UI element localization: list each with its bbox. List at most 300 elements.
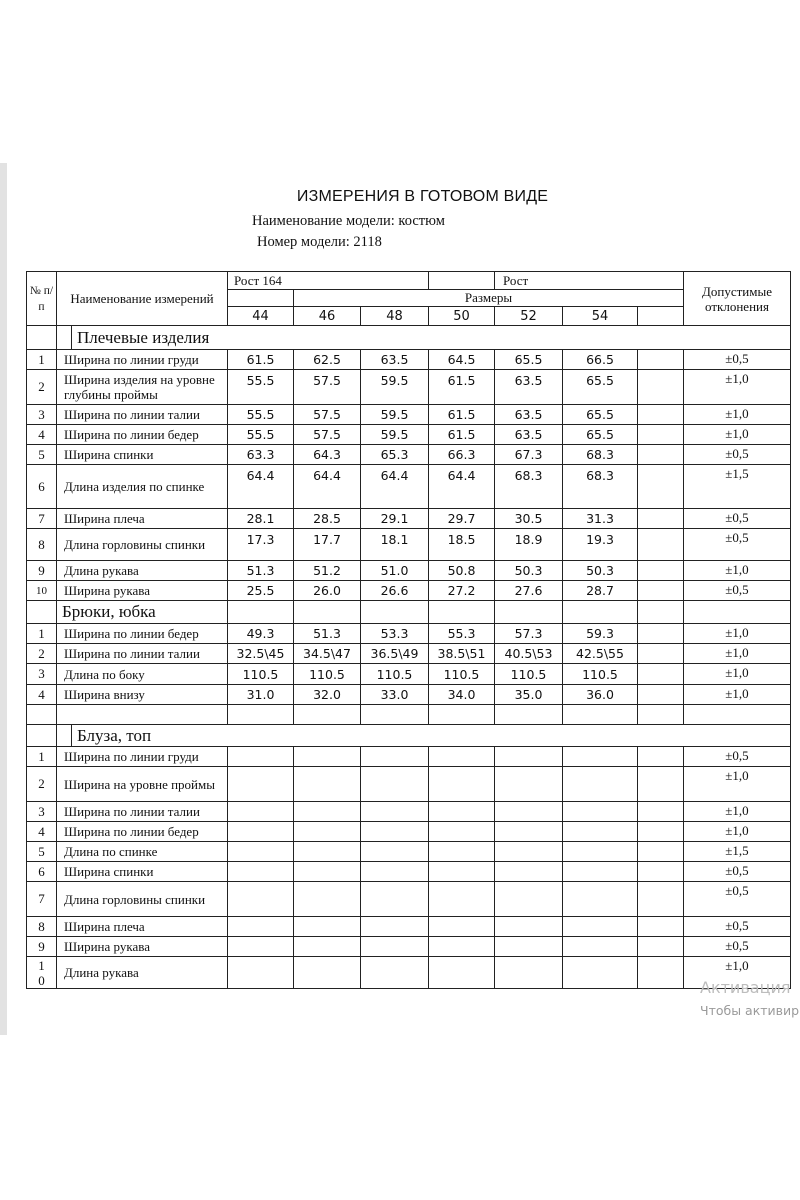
measurement-name: Длина горловины спинки <box>57 529 228 561</box>
value-cell <box>294 842 361 862</box>
value-cell: 64.4 <box>228 465 294 509</box>
section-indent-cell <box>57 725 72 747</box>
measurement-name: Длина горловины спинки <box>57 882 228 917</box>
value-cell <box>361 842 429 862</box>
value-cell <box>638 957 684 989</box>
value-cell <box>228 937 294 957</box>
value-cell: 110.5 <box>228 664 294 685</box>
value-cell <box>638 882 684 917</box>
value-cell: 50.3 <box>563 561 638 581</box>
value-cell <box>495 802 563 822</box>
value-cell: 67.3 <box>495 445 563 465</box>
value-cell <box>638 581 684 601</box>
empty-cell <box>495 601 563 624</box>
measurement-name: Длина изделия по спинке <box>57 465 228 509</box>
tolerance-cell: ±1,0 <box>684 767 791 802</box>
value-cell: 53.3 <box>361 624 429 644</box>
value-cell: 110.5 <box>361 664 429 685</box>
value-cell <box>638 664 684 685</box>
value-cell: 55.3 <box>429 624 495 644</box>
value-cell: 18.1 <box>361 529 429 561</box>
measurement-name: Ширина по линии бедер <box>57 624 228 644</box>
tolerance-cell: ±1,5 <box>684 842 791 862</box>
value-cell <box>429 957 495 989</box>
model-name-line: Наименование модели: костюм <box>252 213 445 229</box>
tolerance-cell: ±0,5 <box>684 882 791 917</box>
activation-watermark-title: Активация <box>700 978 791 997</box>
value-cell: 64.3 <box>294 445 361 465</box>
table-row <box>27 664 791 685</box>
value-cell <box>495 957 563 989</box>
value-cell <box>638 802 684 822</box>
value-cell: 110.5 <box>495 664 563 685</box>
value-cell <box>361 937 429 957</box>
measurement-name: Длина по боку <box>57 664 228 685</box>
value-cell: 110.5 <box>429 664 495 685</box>
row-number: 3 <box>27 802 57 822</box>
document-title: ИЗМЕРЕНИЯ В ГОТОВОМ ВИДЕ <box>296 188 549 205</box>
tolerance-cell: ±1,0 <box>684 644 791 664</box>
value-cell: 29.7 <box>429 509 495 529</box>
empty-cell <box>228 601 294 624</box>
value-cell <box>228 767 294 802</box>
model-number-line: Номер модели: 2118 <box>257 234 382 250</box>
empty-cell <box>228 705 294 725</box>
value-cell: 68.3 <box>495 465 563 509</box>
table-row <box>27 767 791 802</box>
value-cell: 57.5 <box>294 370 361 405</box>
table-row <box>27 509 791 529</box>
value-cell <box>228 862 294 882</box>
table-row <box>27 644 791 664</box>
tolerance-cell: ±1,0 <box>684 405 791 425</box>
row-number: 8 <box>27 529 57 561</box>
value-cell <box>563 862 638 882</box>
row-number: 4 <box>27 425 57 445</box>
tolerance-cell: ±0,5 <box>684 509 791 529</box>
value-cell: 51.3 <box>228 561 294 581</box>
empty-cell <box>563 705 638 725</box>
table-row <box>27 822 791 842</box>
row-number: 9 <box>27 561 57 581</box>
table-row <box>27 862 791 882</box>
value-cell <box>429 937 495 957</box>
value-cell <box>638 917 684 937</box>
header-height-164: Рост 164 <box>228 272 429 290</box>
value-cell: 68.3 <box>563 465 638 509</box>
value-cell: 32.0 <box>294 685 361 705</box>
tolerance-cell: ±1,5 <box>684 465 791 509</box>
value-cell: 63.5 <box>495 425 563 445</box>
row-number: 6 <box>27 862 57 882</box>
value-cell <box>638 350 684 370</box>
value-cell <box>361 882 429 917</box>
size-44: 44 <box>228 307 294 326</box>
header-empty-cell <box>429 272 495 290</box>
value-cell: 18.9 <box>495 529 563 561</box>
value-cell <box>361 862 429 882</box>
value-cell: 31.3 <box>563 509 638 529</box>
value-cell <box>563 802 638 822</box>
value-cell <box>495 767 563 802</box>
row-number: 3 <box>27 664 57 685</box>
value-cell: 27.2 <box>429 581 495 601</box>
table-row <box>27 802 791 822</box>
section-no-cell <box>27 326 57 350</box>
tolerance-cell: ±0,5 <box>684 529 791 561</box>
tolerance-cell: ±1,0 <box>684 624 791 644</box>
value-cell: 49.3 <box>228 624 294 644</box>
tolerance-cell: ±1,0 <box>684 822 791 842</box>
value-cell: 63.5 <box>495 405 563 425</box>
value-cell: 18.5 <box>429 529 495 561</box>
row-number: 1 <box>27 747 57 767</box>
section-no-cell <box>27 725 57 747</box>
value-cell: 61.5 <box>429 405 495 425</box>
value-cell <box>638 842 684 862</box>
measurement-name: Ширина по линии бедер <box>57 822 228 842</box>
table-row <box>27 529 791 561</box>
value-cell <box>228 917 294 937</box>
value-cell: 26.6 <box>361 581 429 601</box>
value-cell: 57.5 <box>294 425 361 445</box>
value-cell: 66.3 <box>429 445 495 465</box>
row-number: 1 0 <box>27 957 57 989</box>
value-cell <box>429 882 495 917</box>
value-cell: 64.4 <box>294 465 361 509</box>
value-cell <box>294 767 361 802</box>
value-cell <box>638 509 684 529</box>
value-cell <box>429 862 495 882</box>
value-cell: 61.5 <box>429 370 495 405</box>
value-cell <box>495 822 563 842</box>
value-cell <box>563 937 638 957</box>
tolerance-cell: ±1,0 <box>684 664 791 685</box>
value-cell: 30.5 <box>495 509 563 529</box>
value-cell: 34.0 <box>429 685 495 705</box>
value-cell <box>495 917 563 937</box>
section-title: Блуза, топ <box>72 725 791 747</box>
table-row <box>27 882 791 917</box>
value-cell: 65.5 <box>563 370 638 405</box>
row-number: 7 <box>27 509 57 529</box>
measurement-name: Ширина плеча <box>57 917 228 937</box>
measurement-name: Ширина по линии талии <box>57 644 228 664</box>
measurement-name: Ширина по линии талии <box>57 802 228 822</box>
row-number: 3 <box>27 405 57 425</box>
value-cell: 25.5 <box>228 581 294 601</box>
value-cell: 17.7 <box>294 529 361 561</box>
value-cell <box>429 917 495 937</box>
value-cell: 65.5 <box>495 350 563 370</box>
row-number: 10 <box>27 581 57 601</box>
value-cell: 57.3 <box>495 624 563 644</box>
value-cell <box>228 802 294 822</box>
empty-cell <box>27 705 57 725</box>
value-cell <box>361 747 429 767</box>
tolerance-cell: ±1,0 <box>684 370 791 405</box>
table-row <box>27 917 791 937</box>
table-row <box>27 685 791 705</box>
tolerance-cell: ±0,5 <box>684 445 791 465</box>
empty-cell <box>57 705 228 725</box>
value-cell: 51.0 <box>361 561 429 581</box>
value-cell: 50.8 <box>429 561 495 581</box>
tolerance-cell: ±1,0 <box>684 957 791 989</box>
row-number: 6 <box>27 465 57 509</box>
value-cell: 29.1 <box>361 509 429 529</box>
value-cell <box>294 802 361 822</box>
value-cell: 55.5 <box>228 425 294 445</box>
value-cell: 59.5 <box>361 370 429 405</box>
empty-cell <box>563 601 638 624</box>
size-48: 48 <box>361 307 429 326</box>
empty-cell <box>684 601 791 624</box>
measurement-name: Ширина по линии бедер <box>57 425 228 445</box>
value-cell <box>294 882 361 917</box>
value-cell <box>294 937 361 957</box>
row-number: 1 <box>27 624 57 644</box>
value-cell <box>638 405 684 425</box>
value-cell: 27.6 <box>495 581 563 601</box>
measurement-name: Ширина по линии талии <box>57 405 228 425</box>
row-number: 2 <box>27 370 57 405</box>
value-cell <box>361 957 429 989</box>
value-cell <box>638 445 684 465</box>
header-no: № п/ п <box>27 272 57 326</box>
value-cell <box>429 767 495 802</box>
empty-cell <box>294 601 361 624</box>
value-cell: 40.5\53 <box>495 644 563 664</box>
section-header-row <box>27 725 791 747</box>
header-sizes: Размеры <box>294 290 684 307</box>
table-row <box>27 561 791 581</box>
value-cell: 61.5 <box>429 425 495 445</box>
measurement-name: Длина рукава <box>57 957 228 989</box>
value-cell: 64.4 <box>429 465 495 509</box>
value-cell <box>563 822 638 842</box>
value-cell: 65.5 <box>563 405 638 425</box>
tolerance-cell: ±0,5 <box>684 350 791 370</box>
page-left-edge <box>0 163 7 1035</box>
value-cell <box>638 561 684 581</box>
tolerance-cell: ±1,0 <box>684 561 791 581</box>
value-cell <box>228 747 294 767</box>
value-cell <box>495 842 563 862</box>
table-row <box>27 937 791 957</box>
value-cell <box>361 917 429 937</box>
value-cell: 62.5 <box>294 350 361 370</box>
section-no-cell <box>27 601 57 624</box>
value-cell <box>294 822 361 842</box>
row-number: 8 <box>27 917 57 937</box>
value-cell <box>563 917 638 937</box>
value-cell <box>638 644 684 664</box>
measurement-name: Ширина по линии груди <box>57 350 228 370</box>
row-number: 7 <box>27 882 57 917</box>
value-cell <box>638 465 684 509</box>
value-cell <box>294 747 361 767</box>
value-cell <box>294 917 361 937</box>
value-cell <box>228 957 294 989</box>
header-tolerance: Допустимые отклонения <box>684 272 791 326</box>
value-cell <box>429 822 495 842</box>
section-indent-cell <box>57 326 72 350</box>
value-cell: 26.0 <box>294 581 361 601</box>
value-cell <box>361 767 429 802</box>
value-cell: 64.5 <box>429 350 495 370</box>
value-cell: 32.5\45 <box>228 644 294 664</box>
section-header-row <box>27 326 791 350</box>
value-cell <box>638 425 684 445</box>
tolerance-cell: ±1,0 <box>684 425 791 445</box>
empty-cell <box>294 705 361 725</box>
value-cell <box>563 842 638 862</box>
value-cell: 51.2 <box>294 561 361 581</box>
section-header-row <box>27 601 791 624</box>
value-cell <box>429 802 495 822</box>
table-row <box>27 405 791 425</box>
value-cell <box>638 685 684 705</box>
value-cell: 36.5\49 <box>361 644 429 664</box>
header-row-height <box>27 272 791 290</box>
row-number: 5 <box>27 842 57 862</box>
value-cell: 63.5 <box>495 370 563 405</box>
row-number: 4 <box>27 685 57 705</box>
value-cell: 55.5 <box>228 405 294 425</box>
size-empty <box>638 307 684 326</box>
value-cell: 42.5\55 <box>563 644 638 664</box>
value-cell: 110.5 <box>294 664 361 685</box>
size-52: 52 <box>495 307 563 326</box>
empty-cell <box>361 601 429 624</box>
tolerance-cell: ±0,5 <box>684 917 791 937</box>
value-cell: 36.0 <box>563 685 638 705</box>
value-cell: 28.5 <box>294 509 361 529</box>
tolerance-cell: ±0,5 <box>684 937 791 957</box>
measurement-name: Ширина плеча <box>57 509 228 529</box>
value-cell <box>361 822 429 842</box>
value-cell <box>294 957 361 989</box>
row-number: 5 <box>27 445 57 465</box>
table-row <box>27 842 791 862</box>
measurement-name: Ширина изделия на уровне глубины проймы <box>57 370 228 405</box>
value-cell <box>495 862 563 882</box>
header-name: Наименование измерений <box>57 272 228 326</box>
measurement-name: Ширина по линии груди <box>57 747 228 767</box>
tolerance-cell: ±1,0 <box>684 802 791 822</box>
value-cell <box>638 624 684 644</box>
value-cell: 66.5 <box>563 350 638 370</box>
measurements-table <box>26 271 791 989</box>
measurement-name: Длина рукава <box>57 561 228 581</box>
empty-cell <box>361 705 429 725</box>
empty-row <box>27 705 791 725</box>
value-cell <box>638 747 684 767</box>
measurement-name: Ширина рукава <box>57 581 228 601</box>
measurement-name: Ширина спинки <box>57 445 228 465</box>
table-row <box>27 624 791 644</box>
empty-cell <box>638 601 684 624</box>
empty-cell <box>684 705 791 725</box>
size-46: 46 <box>294 307 361 326</box>
value-cell: 51.3 <box>294 624 361 644</box>
table-row <box>27 425 791 445</box>
value-cell <box>228 882 294 917</box>
tolerance-cell: ±0,5 <box>684 581 791 601</box>
table-row <box>27 350 791 370</box>
measurement-name: Ширина спинки <box>57 862 228 882</box>
value-cell: 59.5 <box>361 425 429 445</box>
header-empty-cell <box>228 290 294 307</box>
row-number: 2 <box>27 644 57 664</box>
table-row <box>27 581 791 601</box>
value-cell <box>638 862 684 882</box>
tolerance-cell: ±0,5 <box>684 862 791 882</box>
value-cell: 55.5 <box>228 370 294 405</box>
value-cell <box>495 882 563 917</box>
value-cell <box>638 370 684 405</box>
tolerance-cell: ±1,0 <box>684 685 791 705</box>
size-50: 50 <box>429 307 495 326</box>
measurement-name: Ширина на уровне проймы <box>57 767 228 802</box>
table-row <box>27 370 791 405</box>
value-cell: 19.3 <box>563 529 638 561</box>
value-cell <box>361 802 429 822</box>
value-cell <box>638 529 684 561</box>
value-cell <box>563 957 638 989</box>
value-cell: 110.5 <box>563 664 638 685</box>
value-cell: 59.5 <box>361 405 429 425</box>
value-cell: 38.5\51 <box>429 644 495 664</box>
table-row <box>27 957 791 989</box>
size-54: 54 <box>563 307 638 326</box>
value-cell <box>294 862 361 882</box>
value-cell <box>563 882 638 917</box>
value-cell: 34.5\47 <box>294 644 361 664</box>
value-cell: 33.0 <box>361 685 429 705</box>
value-cell <box>563 747 638 767</box>
value-cell <box>563 767 638 802</box>
value-cell: 31.0 <box>228 685 294 705</box>
value-cell: 59.3 <box>563 624 638 644</box>
value-cell: 68.3 <box>563 445 638 465</box>
row-number: 4 <box>27 822 57 842</box>
row-number: 2 <box>27 767 57 802</box>
value-cell <box>638 937 684 957</box>
value-cell: 28.1 <box>228 509 294 529</box>
section-title: Брюки, юбка <box>57 601 228 624</box>
activation-watermark-text: Чтобы активир <box>700 1003 800 1018</box>
value-cell: 65.5 <box>563 425 638 445</box>
value-cell: 17.3 <box>228 529 294 561</box>
value-cell: 35.0 <box>495 685 563 705</box>
measurement-name: Длина по спинке <box>57 842 228 862</box>
value-cell: 61.5 <box>228 350 294 370</box>
value-cell: 63.3 <box>228 445 294 465</box>
value-cell <box>495 747 563 767</box>
header-height-2: Рост <box>495 272 684 290</box>
value-cell: 63.5 <box>361 350 429 370</box>
tolerance-cell: ±0,5 <box>684 747 791 767</box>
value-cell: 64.4 <box>361 465 429 509</box>
row-number: 9 <box>27 937 57 957</box>
value-cell <box>429 747 495 767</box>
value-cell: 50.3 <box>495 561 563 581</box>
empty-cell <box>429 601 495 624</box>
empty-cell <box>638 705 684 725</box>
value-cell <box>638 767 684 802</box>
